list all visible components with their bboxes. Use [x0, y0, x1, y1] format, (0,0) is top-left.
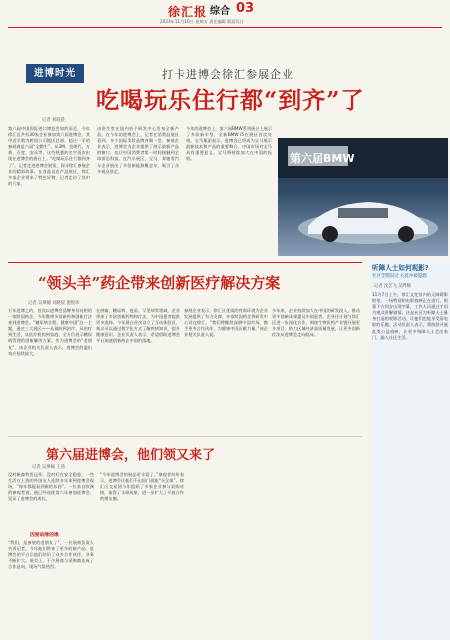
article1-col2: 由资生堂在国内首个研发中心发布全新产品，在今年的进博会上，记者在消费品展区看到，多个国际美妆品牌齐聚一堂。参展企业表示，进博会为企业提供了展示最新产品的窗口，也让中国消费者第一时间接触到全球前沿科技。在汽车展区，宝马、奔驰等汽车企业展出了多款新能源概念车，吸引了众多观众驻足。 — [97, 126, 179, 174]
article2-headline: “领头羊”药企带来创新医疗解决方案 — [38, 274, 281, 292]
article1-headline: 吃喝玩乐住行都“到齐”了 — [96, 87, 365, 114]
article3-subhead: 因爱故缘的缘 — [30, 533, 59, 538]
article3-col2: “我们，是参展的老朋友了”，一位展商负责人告诉记者，今年他们带来了更多的新产品。进博会的平台让他们结识了众多合作伙伴，业务不断扩大。展会上，不少展商与采购商达成了合作意向，现场气氛热烈。 — [8, 540, 94, 570]
divider — [8, 436, 362, 437]
masthead-rule — [8, 27, 442, 28]
date-line: 2023年11月10日 星期五 责任编辑 版面设计 — [160, 19, 244, 24]
article2-col3: 参展企业表示，徐汇区优质的营商环境为企业发展提供了有力支撑，多家跨国药企将研发中心设在徐汇。“我们将继续深耕中国市场，携手更多合作伙伴，为健康中国贡献力量。”该企业相关负责人说。 — [184, 308, 268, 338]
page-number: 03 — [236, 1, 255, 16]
section-title: 综合 — [210, 6, 230, 17]
divider — [8, 262, 362, 263]
article1-photo — [278, 138, 448, 256]
article1-byline: 记者 刘晓晨 — [42, 118, 65, 123]
sidebar-title: 听障人士如何观影? — [372, 264, 429, 272]
column-tag: 进博时光 — [26, 64, 84, 83]
article3-col1: 没村帆森特发运作，没村后在安全隐患，一些生活在上海的外国友人连续多年来到进博会现场，“每年都能看到新的东西”。一位来自欧洲的参观者说，他已经连续第六年参加进博会，见证了进博会的成长。 — [8, 472, 94, 502]
article1-col1: 第六届中国国际进口博览会如约而至，今年徐汇区共有30家企业参加第六届进博会，其中近半数为跨国公司地区总部，超过一半的参展商是六届“全勤生”。从3M、克朗代、万豪、百度、安永等，这些熟悉的名字再次出现在进博会的展台上。“吃喝玩乐住行都到齐了”，记者走进进博会展馆，探寻徐汇参展企业的精彩故事。在食品及农产品展区，徐汇多家企业带来了特色好物，记者走访了其中的几家。 — [8, 126, 90, 186]
sidebar-subtitle: 社区型影院让关爱冲破隐默 — [372, 274, 428, 279]
masthead-logo: 徐汇报 — [168, 5, 208, 19]
article1-col3: 今年的进博会上，第六届BMW系列展台上展示了多款新车型，全新BMW i5在展区首次亮相。宝马集团表示，进博会已经成为宝马展示最新技术和产品的重要舞台，中国市场对宝马具有重要意义，宝马将持续加大在中国的投资。 — [186, 126, 272, 162]
article2-col4: 多年来，企业持续加大在中国的研发投入，推动更多创新成果惠及中国患者。企业还计划与徐汇区进一步深化合作，围绕生物医药产业链开展更多项目，助力区域经济高质量发展，让更多创新疗法从进博会走向临床。 — [272, 308, 360, 338]
article3-col3: “今年进博会的展品更丰富了。”参观者纷纷表示，进博会让他们不出国门就能“买全球”。徐汇区交易团今年组织了多家企业参与采购对接，取得了丰硕成果，进一步扩大了开放合作的朋友圈。 — [100, 472, 184, 502]
article3-headline: 第六届进博会，他们领又来了 — [46, 448, 216, 463]
article2-col2: 在肿瘤、糖尿病、疫苗、罕见病等领域，企业带来了多款创新药物和疗法，为中国患者提供更多选择。今年展台首次设立了互动体验区，观众可以通过数字化方式了解疾病知识，提升健康意识。企业负责人表示，希望借助进博会平台加速创新药在中国的落地。 — [96, 308, 180, 344]
article2-byline: 记者 吴燁楠 刘晓晨 施悦玮 — [28, 301, 80, 306]
sidebar-byline: 记者 沈艺飞 吴晔顺 — [374, 284, 412, 289]
article2-col1: 五年进博之约，首次以进博会品牌身份亮相的一家跨国药企，今年携带多款新药和创新疗法来到进博会。“糖尿病全程、健康中国”这一主题，通过三大展区——从预防到治疗、从治疗到生活，从医疗机构到家庭，全方位展示糖尿病管理的创新解决方案。作为进博会的“老朋友”，该企业相关负责人表示，进博会的溢出效应持续放大。 — [8, 308, 92, 356]
article1-kicker: 打卡进博会徐汇参展企业 — [162, 68, 294, 81]
article3-byline: 记者 吴燁楠 王茜 — [32, 465, 65, 470]
photo-caption: 第六届BMW — [290, 152, 355, 165]
sidebar-body: 11月7日上午，徐汇文化馆内的无障碍影院里，一场特别的电影放映正在进行。银幕下方同步出现字幕，工作人员通过手语为观众讲解剧情。这是社区为听障人士量身打造的观影活动，让他们也能享受看电影的乐趣。活动负责人表示，将持续开展此类公益放映，让更多残障人士走出家门，融入社区生活。 — [372, 292, 448, 340]
